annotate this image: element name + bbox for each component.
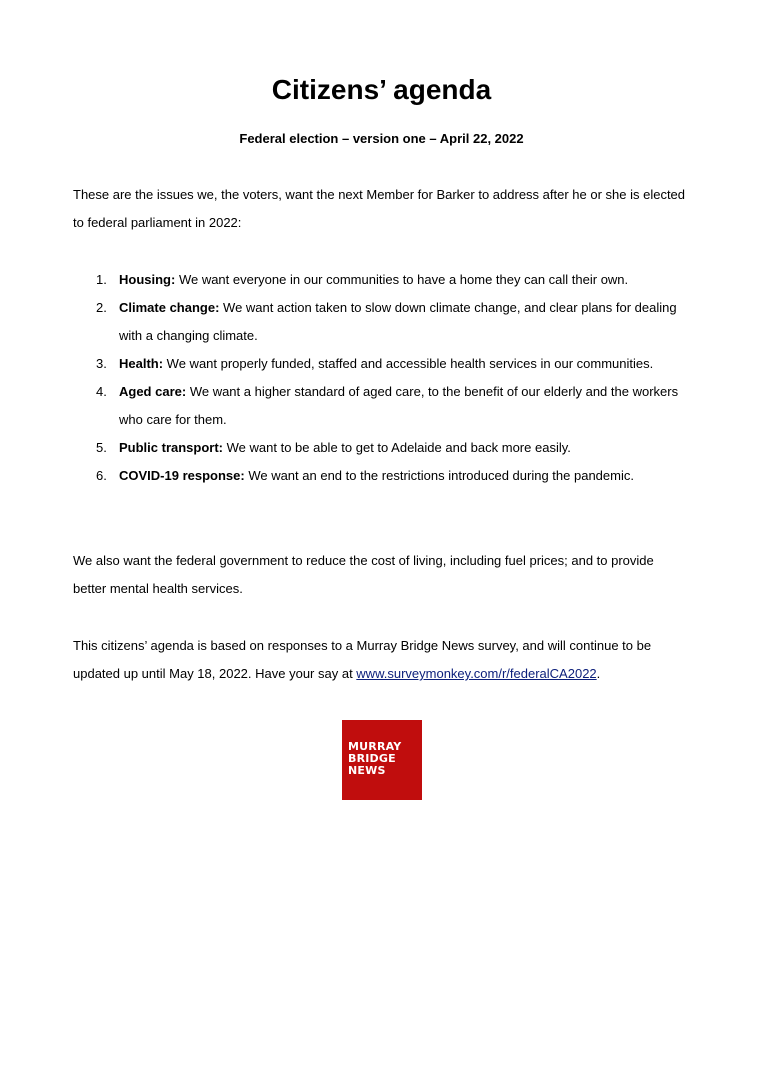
agenda-note-text: This citizens’ agenda is based on responses to a Murray Bridge News survey, and will continue to be updated up until May 18, 2022. Have your say at	[73, 638, 652, 681]
list-item	[73, 350, 688, 378]
list-item-text: We want properly funded, staffed and accessible health services in our communities.	[163, 356, 654, 371]
list-item	[73, 434, 688, 462]
agenda-note-paragraph	[73, 632, 688, 688]
list-item-text: We want an end to the restrictions introduced during the pandemic.	[244, 468, 634, 483]
murray-bridge-news-logo	[342, 720, 422, 800]
list-item-number: 2.	[96, 300, 107, 315]
list-item-label: Health:	[119, 356, 164, 371]
list-item-label: COVID-19 response:	[119, 468, 245, 483]
list-item-text: We want a higher standard of aged care, to the benefit of our elderly and the workers who care for them.	[119, 384, 679, 427]
list-item	[73, 462, 688, 490]
list-item-number: 3.	[96, 356, 107, 371]
list-item-label: Public transport:	[119, 440, 224, 455]
also-paragraph: We also want the federal government to reduce the cost of living, including fuel prices; and to provide better mental health services.	[73, 553, 654, 596]
list-item-number: 6.	[96, 468, 107, 483]
logo-line-3: NEWS	[348, 764, 386, 777]
survey-link[interactable]: www.surveymonkey.com/r/federalCA2022	[356, 666, 597, 681]
logo-line-1: MURRAY	[348, 740, 402, 753]
list-item-text: We want to be able to get to Adelaide and back more easily.	[223, 440, 571, 455]
list-item-number: 4.	[96, 384, 107, 399]
list-item-text: We want action taken to slow down climate change, and clear plans for dealing with a changing climate.	[119, 300, 677, 343]
logo-line-2: BRIDGE	[348, 752, 396, 765]
issue-list	[73, 266, 688, 490]
intro-paragraph: These are the issues we, the voters, want the next Member for Barker to address after he or she is elected to federal parliament in 2022:	[73, 187, 686, 230]
page-subtitle: Federal election – version one – April 22, 2022	[239, 131, 524, 146]
list-item-label: Climate change:	[119, 300, 220, 315]
list-item-label: Housing:	[119, 272, 176, 287]
agenda-note-end: .	[596, 666, 601, 681]
list-item	[73, 378, 688, 434]
list-item	[73, 294, 688, 350]
list-item-number: 5.	[96, 440, 107, 455]
list-item-number: 1.	[96, 272, 107, 287]
list-item-text: We want everyone in our communities to have a home they can call their own.	[175, 272, 629, 287]
page-title: Citizens’ agenda	[271, 74, 492, 105]
list-item	[73, 266, 688, 294]
list-item-label: Aged care:	[119, 384, 187, 399]
